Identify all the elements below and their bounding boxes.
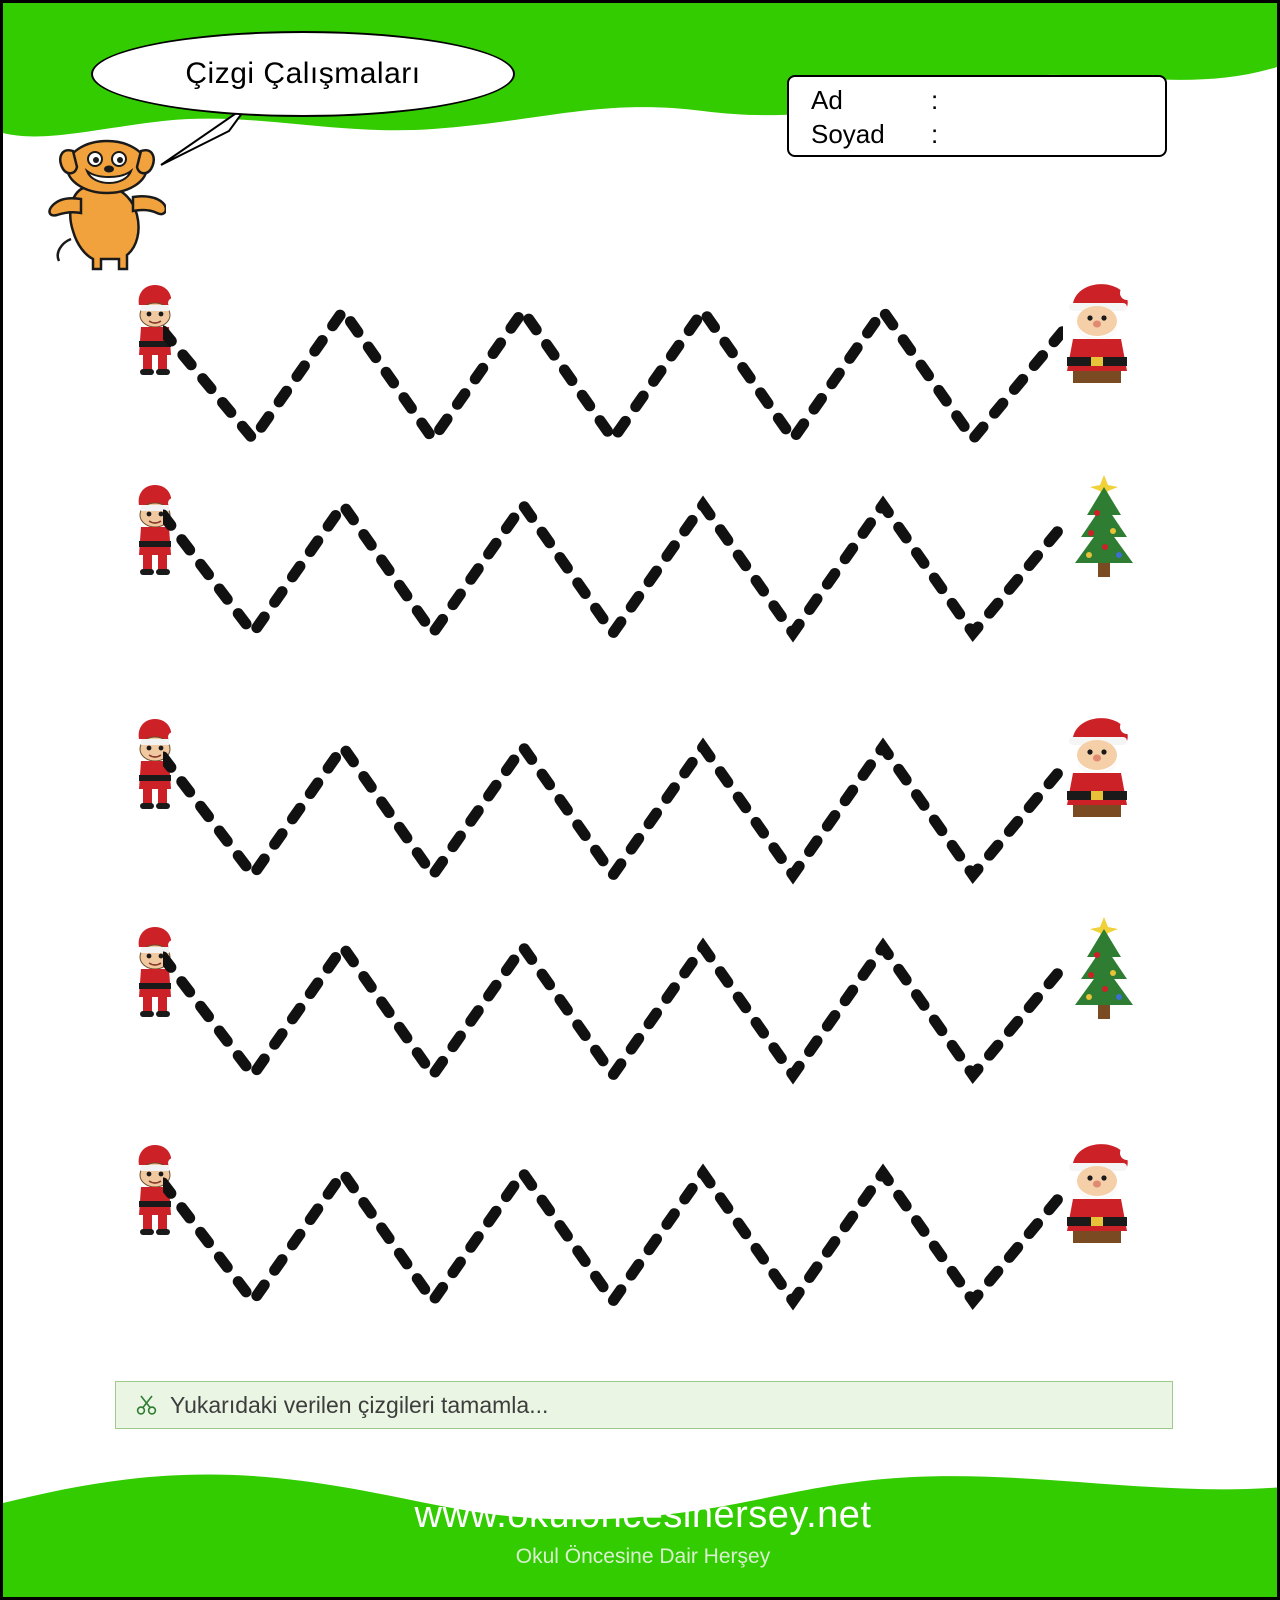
table-row: [3, 271, 1280, 471]
christmas-tree-icon: [1061, 913, 1147, 1023]
tracing-rows-area: [3, 271, 1280, 1401]
santa-icon: [1053, 711, 1139, 821]
worksheet-title-bubble: [91, 31, 515, 117]
dog-mascot-icon: [41, 135, 166, 275]
first-name-field[interactable]: [947, 83, 1165, 117]
santa-icon: [1053, 1137, 1139, 1247]
page-title: Çizgi Çalışmaları: [185, 57, 421, 90]
zigzag-wave-path: [163, 271, 1063, 471]
table-row: [3, 705, 1280, 905]
zigzag-wave-path: [163, 907, 1063, 1107]
footer-tagline: Okul Öncesine Dair Herşey: [515, 1545, 771, 1568]
first-name-row: [811, 83, 1165, 117]
last-name-row: [811, 117, 1165, 151]
zigzag-wave-path: [163, 465, 1063, 665]
student-name-box[interactable]: [787, 75, 1167, 157]
zigzag-wave-path: [163, 707, 1063, 907]
scissors-icon: [136, 1394, 158, 1416]
footer-url[interactable]: www.okuloncesihersey.net: [414, 1494, 872, 1536]
instruction-bar: [115, 1381, 1173, 1429]
table-row: [3, 913, 1280, 1113]
first-name-colon: :: [931, 85, 939, 115]
christmas-tree-icon: [1061, 471, 1147, 581]
first-name-label: Ad: [811, 85, 843, 115]
last-name-field[interactable]: [947, 117, 1165, 151]
instruction-text: Yukarıdaki verilen çizgileri tamamla...: [170, 1391, 549, 1418]
last-name-colon: :: [931, 119, 939, 149]
table-row: [3, 471, 1280, 671]
table-row: [3, 1131, 1280, 1331]
santa-icon: [1053, 277, 1139, 387]
last-name-label: Soyad: [811, 119, 885, 149]
zigzag-wave-path: [163, 1133, 1063, 1333]
